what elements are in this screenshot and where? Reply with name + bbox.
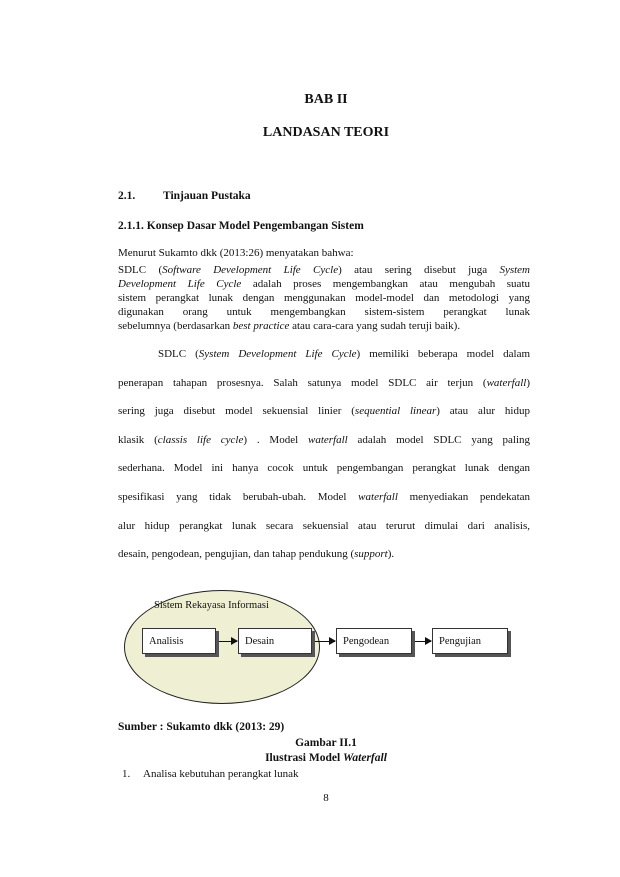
chapter-number: BAB II bbox=[304, 92, 348, 107]
ellipse-label: Sistem Rekayasa Informasi bbox=[154, 600, 269, 611]
quote-line-4: digunakan orang untuk mengembangkan sistem-sistem perangkat lunak bbox=[118, 306, 530, 318]
paragraph-line-2: penerapan tahapan prosesnya. Salah satunya model SDLC air terjun (waterfall) bbox=[118, 377, 530, 389]
figure-number: Gambar II.1 bbox=[295, 737, 357, 749]
paragraph-line-4: klasik (classis life cycle) . Model waterfall adalah model SDLC yang paling bbox=[118, 434, 531, 446]
quote-line-3: sistem perangkat lunak dengan menggunakan model-model dan metodologi yang bbox=[118, 292, 530, 304]
paragraph-line-5: sederhana. Model ini hanya cocok untuk pengembangan perangkat lunak dengan bbox=[118, 462, 530, 474]
waterfall-diagram bbox=[118, 588, 548, 708]
block-quote bbox=[118, 263, 530, 333]
step-pengujian: Pengujian bbox=[432, 628, 508, 654]
quote-line-1: SDLC (Software Development Life Cycle) atau sering disebut juga System bbox=[118, 264, 530, 276]
arrow-icon bbox=[315, 641, 335, 642]
page-number: 8 bbox=[323, 792, 329, 804]
arrow-icon bbox=[219, 641, 237, 642]
paragraph-line-6: spesifikasi yang tidak berubah-ubah. Model waterfall menyediakan pendekatan bbox=[118, 491, 531, 503]
step-analisis: Analisis bbox=[142, 628, 216, 654]
list-item-number: 1. bbox=[122, 768, 131, 780]
subsection-title: 2.1.1. Konsep Dasar Model Pengembangan Sistem bbox=[118, 220, 364, 232]
paragraph-line-8: desain, pengodean, pengujian, dan tahap pendukung (support). bbox=[118, 548, 395, 560]
paragraph-line-3: sering juga disebut model sekuensial linier (sequential linear) atau alur hidup bbox=[118, 405, 530, 417]
quote-line-2: Development Life Cycle adalah proses mengembangkan atau mengubah suatu bbox=[118, 278, 530, 290]
step-desain: Desain bbox=[238, 628, 312, 654]
paragraph-line-1: SDLC (System Development Life Cycle) memiliki beberapa model dalam bbox=[158, 348, 531, 360]
step-pengodean: Pengodean bbox=[336, 628, 412, 654]
section-title: Tinjauan Pustaka bbox=[163, 190, 251, 202]
paragraph-line-7: alur hidup perangkat lunak secara sekuensial atau terurut dimulai dari analisis, bbox=[118, 520, 530, 532]
quote-intro: Menurut Sukamto dkk (2013:26) menyatakan bahwa: bbox=[118, 247, 354, 259]
list-item-text: Analisa kebutuhan perangkat lunak bbox=[143, 768, 299, 780]
figure-caption: Ilustrasi Model Waterfall bbox=[265, 752, 387, 764]
arrow-icon bbox=[415, 641, 431, 642]
figure-source: Sumber : Sukamto dkk (2013: 29) bbox=[118, 721, 285, 733]
chapter-title: LANDASAN TEORI bbox=[262, 125, 390, 140]
quote-line-5: sebelumnya (berdasarkan best practice atau cara-cara yang sudah teruji baik). bbox=[118, 320, 461, 332]
section-number: 2.1. bbox=[118, 190, 136, 202]
